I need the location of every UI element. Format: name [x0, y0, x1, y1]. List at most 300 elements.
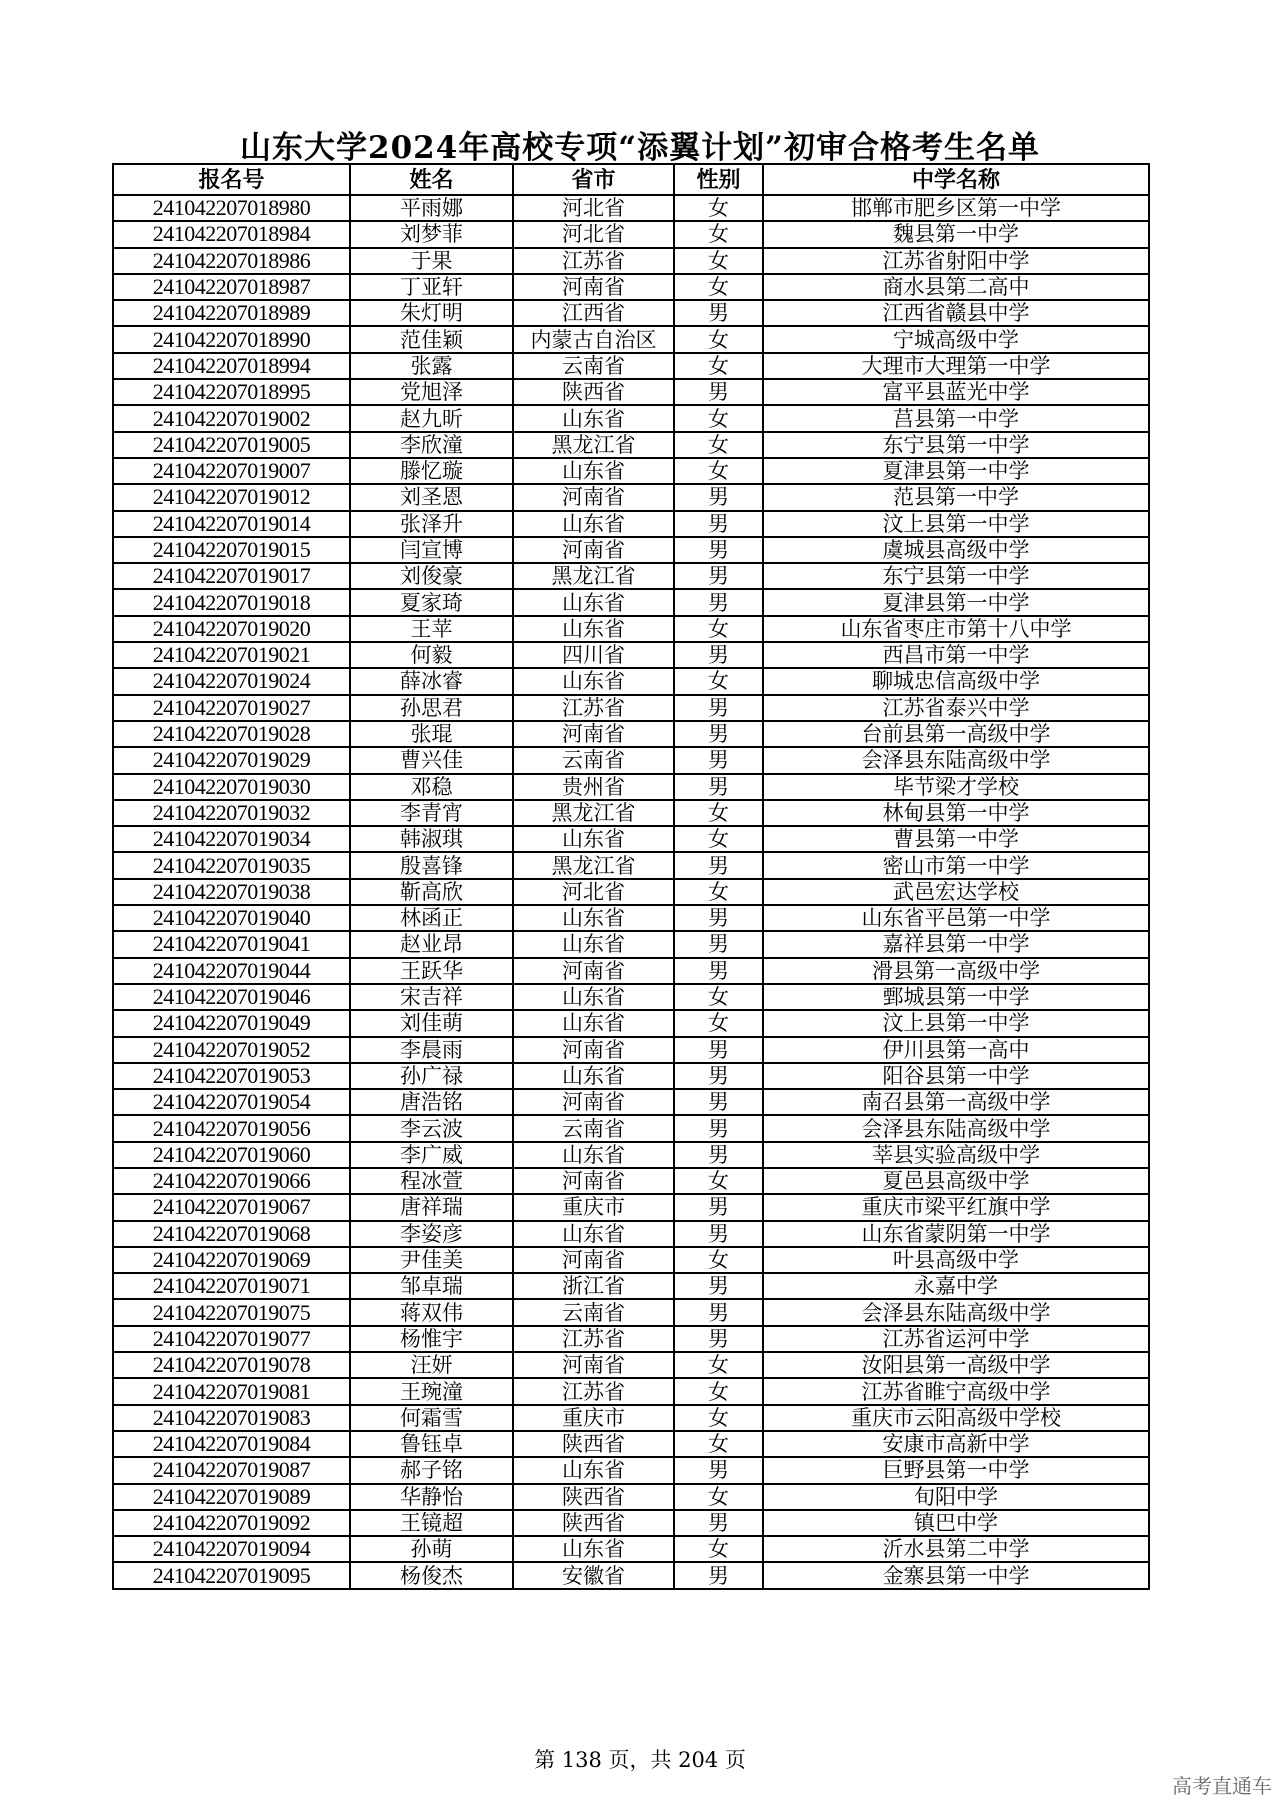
- cell-province: 江苏省: [513, 695, 674, 721]
- watermark: 高考直通车: [1172, 1774, 1272, 1798]
- cell-name: 邓稳: [350, 774, 513, 800]
- table-row: [113, 1010, 1149, 1036]
- cell-gender: 女: [674, 1536, 763, 1562]
- cell-name: 于果: [350, 248, 513, 274]
- cell-gender: 男: [674, 511, 763, 537]
- table-row: [113, 221, 1149, 247]
- table-row: [113, 563, 1149, 589]
- cell-registration-id: 241042207018987: [113, 274, 350, 300]
- cell-school: 旬阳中学: [763, 1484, 1149, 1510]
- cell-province: 黑龙江省: [513, 432, 674, 458]
- table-row: [113, 1431, 1149, 1457]
- cell-province: 云南省: [513, 1115, 674, 1141]
- cell-school: 台前县第一高级中学: [763, 721, 1149, 747]
- cell-school: 密山市第一中学: [763, 852, 1149, 878]
- cell-province: 贵州省: [513, 774, 674, 800]
- table-row: [113, 248, 1149, 274]
- cell-registration-id: 241042207019066: [113, 1168, 350, 1194]
- cell-registration-id: 241042207019094: [113, 1536, 350, 1562]
- cell-gender: 男: [674, 642, 763, 668]
- cell-province: 河南省: [513, 1037, 674, 1063]
- table-row: [113, 1142, 1149, 1168]
- cell-name: 孙思君: [350, 695, 513, 721]
- cell-registration-id: 241042207018986: [113, 248, 350, 274]
- cell-name: 蒋双伟: [350, 1299, 513, 1325]
- cell-school: 南召县第一高级中学: [763, 1089, 1149, 1115]
- cell-registration-id: 241042207018984: [113, 221, 350, 247]
- cell-name: 李欣潼: [350, 432, 513, 458]
- cell-school: 商水县第二高中: [763, 274, 1149, 300]
- cell-province: 山东省: [513, 905, 674, 931]
- cell-registration-id: 241042207019067: [113, 1194, 350, 1220]
- cell-registration-id: 241042207019027: [113, 695, 350, 721]
- table-row: [113, 931, 1149, 957]
- cell-registration-id: 241042207019015: [113, 537, 350, 563]
- cell-name: 党旭泽: [350, 379, 513, 405]
- cell-name: 李姿彦: [350, 1221, 513, 1247]
- cell-school: 宁城高级中学: [763, 326, 1149, 352]
- cell-registration-id: 241042207019077: [113, 1326, 350, 1352]
- cell-gender: 女: [674, 1378, 763, 1404]
- cell-gender: 男: [674, 589, 763, 615]
- cell-gender: 男: [674, 1194, 763, 1220]
- cell-gender: 女: [674, 1010, 763, 1036]
- cell-province: 山东省: [513, 458, 674, 484]
- cell-registration-id: 241042207019075: [113, 1299, 350, 1325]
- cell-registration-id: 241042207019087: [113, 1457, 350, 1483]
- cell-school: 汶上县第一中学: [763, 1010, 1149, 1036]
- cell-gender: 男: [674, 905, 763, 931]
- cell-province: 山东省: [513, 616, 674, 642]
- cell-gender: 男: [674, 1299, 763, 1325]
- cell-gender: 女: [674, 984, 763, 1010]
- cell-name: 朱灯明: [350, 300, 513, 326]
- cell-school: 伊川县第一高中: [763, 1037, 1149, 1063]
- cell-registration-id: 241042207019095: [113, 1562, 350, 1588]
- table-row: [113, 800, 1149, 826]
- cell-registration-id: 241042207019078: [113, 1352, 350, 1378]
- cell-name: 唐浩铭: [350, 1089, 513, 1115]
- cell-gender: 女: [674, 668, 763, 694]
- cell-gender: 男: [674, 1510, 763, 1536]
- table-row: [113, 642, 1149, 668]
- cell-name: 张露: [350, 353, 513, 379]
- table-row: [113, 1562, 1149, 1588]
- cell-gender: 男: [674, 1562, 763, 1588]
- page-title: 山东大学2024年高校专项“添翼计划”初审合格考生名单: [240, 130, 1040, 166]
- cell-name: 靳高欣: [350, 879, 513, 905]
- cell-province: 山东省: [513, 1063, 674, 1089]
- table-row: [113, 1457, 1149, 1483]
- cell-province: 山东省: [513, 405, 674, 431]
- cell-school: 巨野县第一中学: [763, 1457, 1149, 1483]
- cell-gender: 女: [674, 616, 763, 642]
- cell-registration-id: 241042207019092: [113, 1510, 350, 1536]
- table-body: [113, 195, 1149, 1589]
- table-row: [113, 1037, 1149, 1063]
- cell-gender: 男: [674, 774, 763, 800]
- cell-gender: 男: [674, 721, 763, 747]
- cell-name: 韩淑琪: [350, 826, 513, 852]
- cell-name: 薛冰睿: [350, 668, 513, 694]
- cell-name: 刘俊豪: [350, 563, 513, 589]
- cell-registration-id: 241042207019038: [113, 879, 350, 905]
- cell-province: 山东省: [513, 511, 674, 537]
- cell-province: 陕西省: [513, 1510, 674, 1536]
- cell-registration-id: 241042207019049: [113, 1010, 350, 1036]
- cell-name: 曹兴佳: [350, 747, 513, 773]
- cell-name: 王琬潼: [350, 1378, 513, 1404]
- cell-registration-id: 241042207019029: [113, 747, 350, 773]
- cell-registration-id: 241042207018994: [113, 353, 350, 379]
- cell-province: 山东省: [513, 931, 674, 957]
- cell-gender: 女: [674, 1352, 763, 1378]
- cell-name: 郝子铭: [350, 1457, 513, 1483]
- cell-registration-id: 241042207018989: [113, 300, 350, 326]
- table-header-row: [113, 164, 1149, 195]
- table-row: [113, 405, 1149, 431]
- cell-gender: 女: [674, 326, 763, 352]
- table-row: [113, 1326, 1149, 1352]
- cell-name: 何毅: [350, 642, 513, 668]
- cell-school: 汶上县第一中学: [763, 511, 1149, 537]
- table-row: [113, 747, 1149, 773]
- table-row: [113, 958, 1149, 984]
- cell-name: 张泽升: [350, 511, 513, 537]
- cell-province: 山东省: [513, 1457, 674, 1483]
- cell-registration-id: 241042207019044: [113, 958, 350, 984]
- cell-province: 陕西省: [513, 1431, 674, 1457]
- column-header-id: 报名号: [113, 164, 350, 195]
- cell-school: 会泽县东陆高级中学: [763, 1115, 1149, 1141]
- cell-school: 沂水县第二中学: [763, 1536, 1149, 1562]
- cell-school: 永嘉中学: [763, 1273, 1149, 1299]
- cell-registration-id: 241042207019030: [113, 774, 350, 800]
- cell-name: 孙萌: [350, 1536, 513, 1562]
- cell-province: 河南省: [513, 958, 674, 984]
- cell-school: 范县第一中学: [763, 484, 1149, 510]
- table-row: [113, 274, 1149, 300]
- cell-name: 邹卓瑞: [350, 1273, 513, 1299]
- page-number: 第 138 页，共 204 页: [534, 1748, 746, 1772]
- cell-province: 安徽省: [513, 1562, 674, 1588]
- cell-school: 镇巴中学: [763, 1510, 1149, 1536]
- cell-registration-id: 241042207019046: [113, 984, 350, 1010]
- cell-school: 阳谷县第一中学: [763, 1063, 1149, 1089]
- cell-province: 河南省: [513, 1247, 674, 1273]
- cell-name: 刘圣恩: [350, 484, 513, 510]
- table-row: [113, 668, 1149, 694]
- table-row: [113, 1352, 1149, 1378]
- cell-name: 平雨娜: [350, 195, 513, 221]
- table-row: [113, 1510, 1149, 1536]
- table-row: [113, 353, 1149, 379]
- cell-registration-id: 241042207019083: [113, 1405, 350, 1431]
- cell-school: 叶县高级中学: [763, 1247, 1149, 1273]
- cell-gender: 男: [674, 958, 763, 984]
- table-row: [113, 379, 1149, 405]
- cell-school: 江西省赣县中学: [763, 300, 1149, 326]
- cell-gender: 女: [674, 826, 763, 852]
- cell-registration-id: 241042207019053: [113, 1063, 350, 1089]
- cell-registration-id: 241042207019017: [113, 563, 350, 589]
- table-row: [113, 1536, 1149, 1562]
- cell-registration-id: 241042207019089: [113, 1484, 350, 1510]
- cell-province: 山东省: [513, 1536, 674, 1562]
- cell-registration-id: 241042207019007: [113, 458, 350, 484]
- cell-school: 重庆市云阳高级中学校: [763, 1405, 1149, 1431]
- cell-school: 莘县实验高级中学: [763, 1142, 1149, 1168]
- cell-province: 云南省: [513, 1299, 674, 1325]
- cell-name: 林函正: [350, 905, 513, 931]
- cell-gender: 男: [674, 1063, 763, 1089]
- cell-gender: 男: [674, 931, 763, 957]
- cell-province: 河北省: [513, 221, 674, 247]
- cell-province: 山东省: [513, 1142, 674, 1168]
- table-row: [113, 1194, 1149, 1220]
- cell-province: 山东省: [513, 1221, 674, 1247]
- cell-name: 范佳颖: [350, 326, 513, 352]
- cell-gender: 女: [674, 221, 763, 247]
- cell-name: 王跃华: [350, 958, 513, 984]
- cell-province: 河南省: [513, 484, 674, 510]
- cell-name: 汪妍: [350, 1352, 513, 1378]
- cell-province: 河南省: [513, 721, 674, 747]
- cell-registration-id: 241042207019012: [113, 484, 350, 510]
- table-row: [113, 1378, 1149, 1404]
- cell-school: 会泽县东陆高级中学: [763, 1299, 1149, 1325]
- cell-school: 夏邑县高级中学: [763, 1168, 1149, 1194]
- cell-gender: 男: [674, 852, 763, 878]
- cell-registration-id: 241042207018980: [113, 195, 350, 221]
- table-row: [113, 826, 1149, 852]
- cell-province: 河南省: [513, 1352, 674, 1378]
- table-row: [113, 905, 1149, 931]
- cell-province: 内蒙古自治区: [513, 326, 674, 352]
- cell-gender: 男: [674, 300, 763, 326]
- cell-gender: 男: [674, 537, 763, 563]
- cell-gender: 女: [674, 248, 763, 274]
- cell-name: 鲁钰卓: [350, 1431, 513, 1457]
- column-header-name: 姓名: [350, 164, 513, 195]
- cell-registration-id: 241042207019034: [113, 826, 350, 852]
- table-row: [113, 484, 1149, 510]
- cell-name: 李晨雨: [350, 1037, 513, 1063]
- cell-province: 陕西省: [513, 379, 674, 405]
- table-row: [113, 774, 1149, 800]
- cell-province: 重庆市: [513, 1405, 674, 1431]
- table-row: [113, 1089, 1149, 1115]
- cell-province: 重庆市: [513, 1194, 674, 1220]
- table-row: [113, 616, 1149, 642]
- cell-school: 江苏省泰兴中学: [763, 695, 1149, 721]
- cell-gender: 女: [674, 1168, 763, 1194]
- table-row: [113, 984, 1149, 1010]
- cell-school: 江苏省睢宁高级中学: [763, 1378, 1149, 1404]
- table-row: [113, 300, 1149, 326]
- cell-gender: 男: [674, 1037, 763, 1063]
- cell-school: 曹县第一中学: [763, 826, 1149, 852]
- cell-province: 云南省: [513, 353, 674, 379]
- table-row: [113, 589, 1149, 615]
- cell-gender: 女: [674, 800, 763, 826]
- cell-province: 河南省: [513, 1089, 674, 1115]
- cell-school: 林甸县第一中学: [763, 800, 1149, 826]
- column-header-gender: 性别: [674, 164, 763, 195]
- table-row: [113, 879, 1149, 905]
- cell-school: 虞城县高级中学: [763, 537, 1149, 563]
- cell-name: 刘梦菲: [350, 221, 513, 247]
- cell-province: 江苏省: [513, 1378, 674, 1404]
- cell-school: 汝阳县第一高级中学: [763, 1352, 1149, 1378]
- cell-registration-id: 241042207019054: [113, 1089, 350, 1115]
- cell-province: 河北省: [513, 879, 674, 905]
- cell-gender: 男: [674, 1115, 763, 1141]
- cell-name: 尹佳美: [350, 1247, 513, 1273]
- cell-name: 何霜雪: [350, 1405, 513, 1431]
- cell-province: 河北省: [513, 195, 674, 221]
- cell-gender: 男: [674, 1089, 763, 1115]
- cell-school: 安康市高新中学: [763, 1431, 1149, 1457]
- cell-registration-id: 241042207019040: [113, 905, 350, 931]
- column-header-province: 省市: [513, 164, 674, 195]
- cell-province: 四川省: [513, 642, 674, 668]
- cell-gender: 女: [674, 1431, 763, 1457]
- cell-name: 宋吉祥: [350, 984, 513, 1010]
- cell-province: 山东省: [513, 984, 674, 1010]
- cell-registration-id: 241042207019069: [113, 1247, 350, 1273]
- table-row: [113, 1484, 1149, 1510]
- cell-school: 富平县蓝光中学: [763, 379, 1149, 405]
- cell-school: 金寨县第一中学: [763, 1562, 1149, 1588]
- cell-name: 孙广禄: [350, 1063, 513, 1089]
- cell-province: 云南省: [513, 747, 674, 773]
- cell-gender: 女: [674, 353, 763, 379]
- cell-province: 江苏省: [513, 1326, 674, 1352]
- cell-gender: 男: [674, 747, 763, 773]
- cell-registration-id: 241042207019024: [113, 668, 350, 694]
- cell-registration-id: 241042207019028: [113, 721, 350, 747]
- cell-registration-id: 241042207019084: [113, 1431, 350, 1457]
- cell-name: 赵九昕: [350, 405, 513, 431]
- cell-gender: 男: [674, 1457, 763, 1483]
- cell-name: 李云波: [350, 1115, 513, 1141]
- cell-registration-id: 241042207019041: [113, 931, 350, 957]
- cell-gender: 女: [674, 458, 763, 484]
- cell-school: 山东省蒙阴第一中学: [763, 1221, 1149, 1247]
- cell-school: 山东省平邑第一中学: [763, 905, 1149, 931]
- cell-registration-id: 241042207019071: [113, 1273, 350, 1299]
- cell-school: 山东省枣庄市第十八中学: [763, 616, 1149, 642]
- cell-school: 鄄城县第一中学: [763, 984, 1149, 1010]
- cell-school: 邯郸市肥乡区第一中学: [763, 195, 1149, 221]
- cell-school: 重庆市梁平红旗中学: [763, 1194, 1149, 1220]
- cell-gender: 女: [674, 405, 763, 431]
- cell-name: 李广威: [350, 1142, 513, 1168]
- cell-name: 杨俊杰: [350, 1562, 513, 1588]
- cell-registration-id: 241042207018995: [113, 379, 350, 405]
- cell-registration-id: 241042207019005: [113, 432, 350, 458]
- cell-gender: 女: [674, 1247, 763, 1273]
- column-header-school: 中学名称: [763, 164, 1149, 195]
- table-row: [113, 1299, 1149, 1325]
- cell-province: 河南省: [513, 537, 674, 563]
- cell-province: 黑龙江省: [513, 852, 674, 878]
- cell-province: 陕西省: [513, 1484, 674, 1510]
- table-row: [113, 326, 1149, 352]
- cell-name: 滕忆璇: [350, 458, 513, 484]
- cell-gender: 男: [674, 1273, 763, 1299]
- cell-name: 夏家琦: [350, 589, 513, 615]
- cell-gender: 女: [674, 195, 763, 221]
- cell-name: 唐祥瑞: [350, 1194, 513, 1220]
- cell-school: 东宁县第一中学: [763, 432, 1149, 458]
- cell-school: 魏县第一中学: [763, 221, 1149, 247]
- cell-registration-id: 241042207019035: [113, 852, 350, 878]
- cell-name: 闫宣博: [350, 537, 513, 563]
- cell-registration-id: 241042207019020: [113, 616, 350, 642]
- cell-name: 王苹: [350, 616, 513, 642]
- cell-name: 殷喜锋: [350, 852, 513, 878]
- cell-gender: 男: [674, 695, 763, 721]
- cell-registration-id: 241042207019014: [113, 511, 350, 537]
- table-row: [113, 432, 1149, 458]
- cell-name: 刘佳萌: [350, 1010, 513, 1036]
- table-row: [113, 1405, 1149, 1431]
- cell-registration-id: 241042207019068: [113, 1221, 350, 1247]
- cell-province: 浙江省: [513, 1273, 674, 1299]
- table-row: [113, 1115, 1149, 1141]
- table-row: [113, 852, 1149, 878]
- cell-province: 山东省: [513, 589, 674, 615]
- cell-school: 夏津县第一中学: [763, 589, 1149, 615]
- cell-school: 莒县第一中学: [763, 405, 1149, 431]
- cell-province: 黑龙江省: [513, 800, 674, 826]
- cell-registration-id: 241042207019056: [113, 1115, 350, 1141]
- cell-school: 江苏省运河中学: [763, 1326, 1149, 1352]
- cell-school: 夏津县第一中学: [763, 458, 1149, 484]
- cell-gender: 男: [674, 1221, 763, 1247]
- cell-gender: 男: [674, 563, 763, 589]
- cell-gender: 男: [674, 1142, 763, 1168]
- candidate-table: [112, 163, 1150, 1590]
- table-row: [113, 1168, 1149, 1194]
- cell-school: 武邑宏达学校: [763, 879, 1149, 905]
- cell-registration-id: 241042207019081: [113, 1378, 350, 1404]
- cell-province: 江苏省: [513, 248, 674, 274]
- cell-province: 河南省: [513, 1168, 674, 1194]
- table-row: [113, 1221, 1149, 1247]
- cell-gender: 女: [674, 274, 763, 300]
- cell-gender: 女: [674, 879, 763, 905]
- cell-province: 山东省: [513, 668, 674, 694]
- cell-gender: 女: [674, 432, 763, 458]
- table-row: [113, 537, 1149, 563]
- cell-registration-id: 241042207018990: [113, 326, 350, 352]
- cell-registration-id: 241042207019021: [113, 642, 350, 668]
- cell-name: 程冰萱: [350, 1168, 513, 1194]
- cell-school: 江苏省射阳中学: [763, 248, 1149, 274]
- cell-school: 滑县第一高级中学: [763, 958, 1149, 984]
- cell-province: 山东省: [513, 1010, 674, 1036]
- cell-registration-id: 241042207019060: [113, 1142, 350, 1168]
- cell-school: 大理市大理第一中学: [763, 353, 1149, 379]
- cell-school: 会泽县东陆高级中学: [763, 747, 1149, 773]
- table-row: [113, 1273, 1149, 1299]
- cell-gender: 男: [674, 1326, 763, 1352]
- table-row: [113, 721, 1149, 747]
- table-row: [113, 695, 1149, 721]
